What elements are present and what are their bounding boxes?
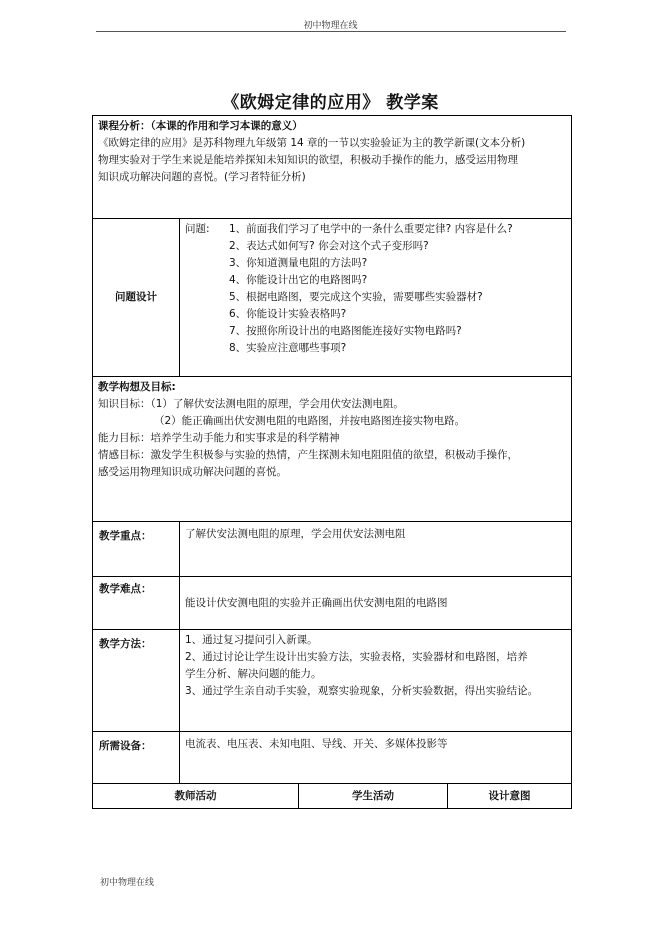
method-item: 2、通过讨论让学生设计出实验方法，实验表格，实验器材和电路图，培养: [185, 651, 528, 663]
equipment-text: 电流表、电压表、未知电阻、导线、开关、多媒体投影等: [180, 732, 572, 784]
equipment-row: [93, 732, 572, 784]
lesson-plan-table: [92, 115, 572, 809]
question-item: 2、表达式如何写? 你会对这个式子变形吗?: [229, 240, 429, 252]
methods-label: 教学方法：: [93, 630, 180, 732]
question-design-row: [93, 219, 572, 377]
methods-cell: [180, 630, 572, 732]
key-point-label: 教学重点：: [93, 522, 180, 577]
teacher-activity-header: 教师活动: [93, 784, 299, 809]
question-design-cell: [180, 219, 572, 377]
method-item: 3、通过学生亲自动手实验，观察实验现象，分析实验数据，得出实验结论。: [185, 685, 539, 697]
question-item: 8、实验应注意哪些事项?: [229, 342, 347, 354]
difficulty-label: 教学难点：: [93, 577, 180, 630]
course-analysis-label: 课程分析：（本课的作用和学习本课的意义）: [98, 120, 303, 132]
goals-label: 教学构想及目标:: [98, 381, 176, 393]
question-item: 5、根据电路图，要完成这个实验，需要哪些实验器材?: [229, 291, 483, 303]
design-intent-header: 设计意图: [448, 784, 572, 809]
method-item: 1、通过复习提问引入新课。: [185, 634, 318, 646]
difficulty-row: [93, 577, 572, 630]
ability-goal: 能力目标：培养学生动手能力和实事求是的科学精神: [98, 432, 340, 444]
emotion-goal-2: 感受运用物理知识成功解决问题的喜悦。: [98, 466, 287, 478]
course-analysis-line: 知识成功解决问题的喜悦。(学习者特征分析): [98, 171, 306, 183]
course-analysis-cell: [93, 116, 572, 219]
method-item: 学生分析、解决问题的能力。: [185, 668, 322, 680]
question-item: 7、按照你所设计出的电路图能连接好实物电路吗?: [229, 325, 462, 337]
page-footer: 初中物理在线: [100, 878, 155, 888]
student-activity-header: 学生活动: [299, 784, 448, 809]
question-prefix: 问题:: [185, 223, 210, 235]
methods-row: [93, 630, 572, 732]
equipment-label: 所需设备：: [93, 732, 180, 784]
key-point-row: [93, 522, 572, 577]
question-item: 1、前面我们学习了电学中的一条什么重要定律? 内容是什么?: [229, 223, 513, 235]
question-list: [229, 221, 513, 357]
goals-cell: [93, 377, 572, 522]
question-item: 6、你能设计实验表格吗?: [229, 308, 347, 320]
goals-row: [93, 377, 572, 522]
emotion-goal-1: 情感目标：激发学生积极参与实验的热情，产生探测未知电阻阻值的欲望，积极动手操作，: [98, 449, 518, 461]
question-design-label: 问题设计: [93, 219, 180, 377]
course-analysis-row: [93, 116, 572, 219]
header-rule: [96, 31, 566, 32]
key-point-text: 了解伏安法测电阻的原理，学会用伏安法测电阻: [180, 522, 572, 577]
course-analysis-line: 物理实验对于学生来说是能培养探知未知知识的欲望，积极动手操作的能力，感受运用物理: [98, 154, 518, 166]
difficulty-text: 能设计伏安测电阻的实验并正确画出伏安测电阻的电路图: [180, 577, 572, 630]
knowledge-goal-2: （2）能正确画出伏安测电阻的电路图，并按电路图连接实物电路。: [154, 415, 466, 427]
page-header: 初中物理在线: [303, 21, 358, 31]
question-item: 3、你知道测量电阻的方法吗?: [229, 257, 368, 269]
activity-header-row: [93, 784, 572, 809]
knowledge-goal-1: 知识目标：（1）了解伏安法测电阻的原理，学会用伏安法测电阻。: [98, 398, 404, 410]
course-analysis-line: 《欧姆定律的应用》是苏科物理九年级第 14 章的一节以实验验证为主的教学新课(文本分析): [98, 137, 526, 149]
question-item: 4、你能设计出它的电路图吗?: [229, 274, 368, 286]
document-title: 《欧姆定律的应用》 教学案: [222, 93, 439, 113]
